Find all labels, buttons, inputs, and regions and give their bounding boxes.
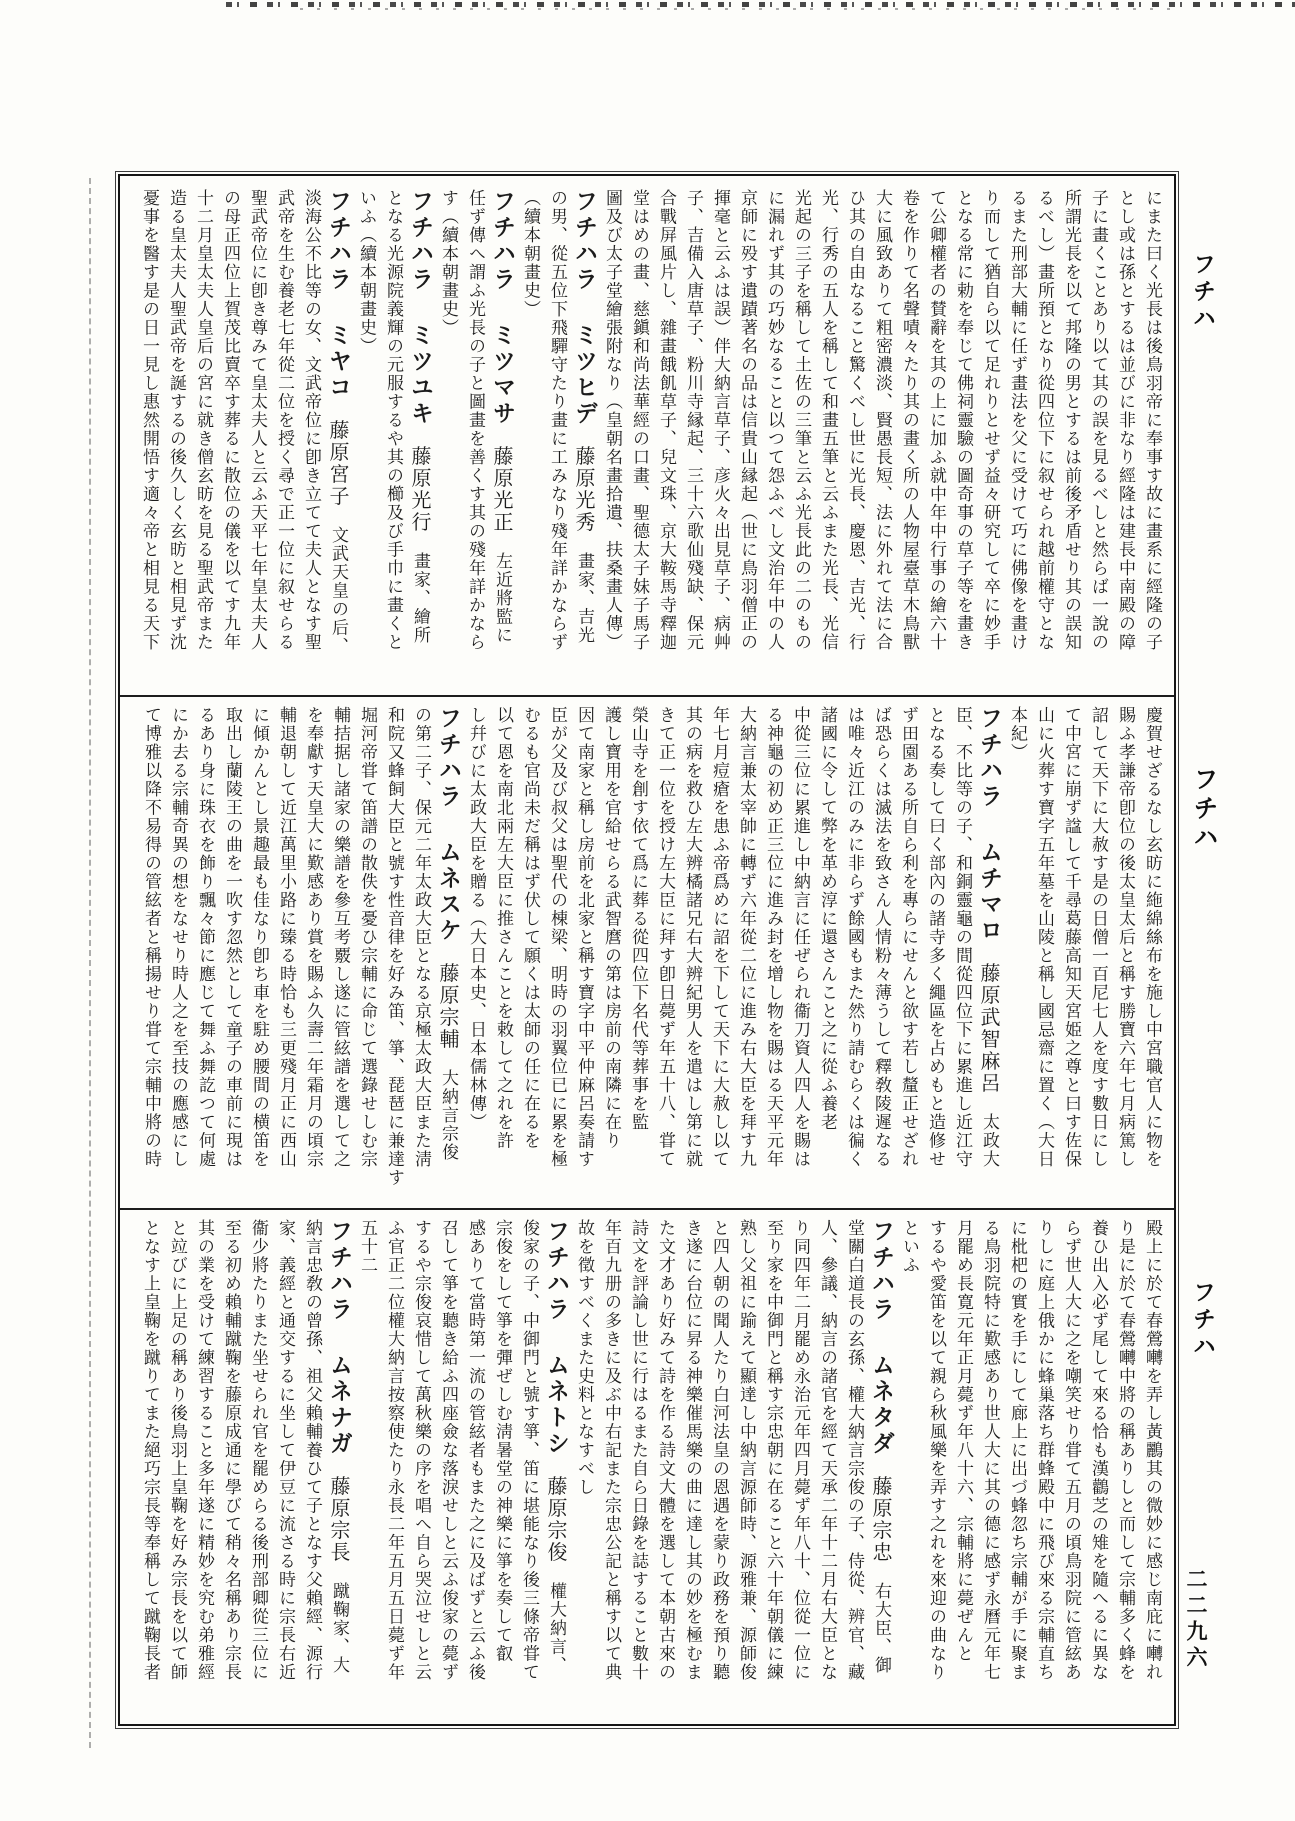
text-column: ず田園ある所自ら利を專らにせんと欲す若し釐正せざれ [898, 706, 918, 1169]
text-column: 十二月皇太夫人皇后の宮に就き僧玄昉を見る聖武帝また [193, 189, 213, 652]
text-column: る神龜の初め正三位に進み封を增し物を賜はる天平元年 [763, 706, 783, 1169]
text-column: 卷を作りて名聲嘖々たり其の畫く所の人物屋臺草木鳥獸 [899, 189, 919, 652]
entry-header [867, 1219, 895, 1719]
entry-header [325, 1219, 353, 1719]
entry-kanji-name: 藤原宗長 [327, 1475, 351, 1564]
text-column: 輔拮据し諸家の樂譜を參互考覈し遂に管絃譜を選して之 [330, 706, 350, 1169]
text-column: 圖及び太子堂繪張附なり（皇朝名畫拾遺、扶桑畫人傳） [602, 189, 622, 652]
text-column: いふ（續本朝畫史） [356, 189, 376, 356]
text-column: り是に於て春鶯囀中將の稱ありしと而して宗輔多く蜂を [1115, 1219, 1135, 1682]
text-column: 年七月痘瘡を患ふ帝爲めに詔を下して天下に大赦し以て [709, 706, 729, 1169]
text-column: となる光源院義輝の元服するや其の櫛及び手巾に畫くと [383, 189, 403, 652]
text-column: 家、義經と通交するに坐して伊豆に流さる時に宗長右近 [275, 1219, 295, 1682]
text-column: 五十二 [357, 1219, 377, 1275]
text-column: 所謂光長を以て邦隆の男とするは前後矛盾せり其の誤知 [1061, 189, 1081, 652]
entry-kana: フチハラ ムネナガ [326, 1219, 353, 1457]
entry-note: 蹴鞠家、大 [329, 1582, 349, 1675]
text-column: 憂事を醫す是の日一見し惠然開悟す適々帝と相見る天下 [139, 189, 159, 652]
text-column: 殿上に於て春鶯囀を弄し黃鸝其の微妙に感じ南庇に囀れ [1142, 1219, 1162, 1682]
text-column: にか去る宗輔奇異の想をなせり時人之を至技の應感にし [168, 706, 188, 1169]
text-column: の男、從五位下飛驒守たり畫に工みなり殘年詳かならず [547, 189, 567, 652]
text-column: りしに庭上俄かに蜂巢落ち群蜂殿中に飛び來る宗輔直ち [1034, 1219, 1054, 1682]
text-column: 月罷め長寛元年正月薨ず年八十六、宗輔將に薨ぜんと [953, 1219, 973, 1663]
text-column: 堂關白道長の玄孫、權大納言宗俊の子、侍從、辨官、藏 [844, 1219, 864, 1682]
text-column: す（續本朝畫史） [438, 189, 458, 337]
text-column: きて正一位を授け左大臣に拜す卽日薨ず年五十八、甞て [655, 706, 675, 1169]
text-column: 臣が父及び叔父は聖代の棟梁、明時の羽翼位已に累を極 [547, 706, 567, 1169]
text-column: らず世人大に之を嘲笑せり甞て五月の頃鳥羽院に管絃あ [1061, 1219, 1081, 1682]
entry-header [324, 189, 352, 687]
text-column: 賜ふ孝謙帝卽位の後太皇太后と稱す勝寶六年七月病篤し [1115, 706, 1135, 1169]
text-column: 京師に殁す遺蹟著名の品は信貴山縁起（世に鳥羽僧正の [737, 189, 757, 652]
text-column: 詔して天下に大赦す是の日僧一百尼七人を度す數日にし [1088, 706, 1108, 1169]
text-column: て博雅以降不易得の管絃者と稱揚せり甞て宗輔中將の時 [141, 706, 161, 1169]
entry-kana: フチハラ ムネタダ [868, 1219, 895, 1457]
text-column: の母正四位上賀茂比賣卒す葬るに散位の儀を以てす九年 [220, 189, 240, 652]
entry-kanji-name: 藤原光正 [490, 445, 514, 534]
text-column: 養ひ出入必ず尾して來る恰も漢鸛芝の雉を隨へるに異な [1088, 1219, 1108, 1682]
entry-note: 畫家、繪所 [410, 552, 430, 645]
entry-note: 左近將監に [492, 552, 512, 645]
text-column: 輔退朝して近江萬里小路に臻る時恰も三更殘月正に西山 [276, 706, 296, 1169]
entry-kana: フチハラ ミツユキ [407, 189, 434, 427]
text-column: 至る初め賴輔蹴鞠を藤原成通に學びて稍々名稱あり宗長 [221, 1219, 241, 1682]
edge-tab-fuchiha-2: フチハ [1190, 766, 1219, 853]
band-1 [134, 189, 1165, 687]
text-column: 本紀） [1007, 706, 1027, 762]
text-column: 取出し蘭陵王の曲を一吹す忽然として童子の車前に現は [222, 706, 242, 1169]
text-column: 其の業を受けて練習すること多年遂に精妙を究む弟雅經 [194, 1219, 214, 1682]
entry-kana: フチハラ ミツマサ [489, 189, 516, 427]
entry-kana: フチハラ ミツヒデ [571, 189, 598, 427]
edge-tab-fuchiha-3: フチハ [1189, 1280, 1216, 1361]
text-column: 合戰屏風片し、雜畫餓飢草子、兒文珠、京大鞍馬寺釋迦 [656, 189, 676, 652]
text-column: 堀河帝甞て笛譜の散佚を憂ひ宗輔に命じて選錄せしむ宗 [357, 706, 377, 1169]
text-column: た文才あり好みて詩を作る詩文大體を選して本朝古來の [655, 1219, 675, 1682]
entry-header [406, 189, 434, 687]
entry-header [975, 706, 1003, 1200]
text-column: 聖武帝位に卽き尊みて皇太夫人と云ふ天平七年皇太夫人 [247, 189, 267, 652]
edge-tab-fuchiha-1: フチハ [1189, 252, 1216, 333]
text-column: 子に畫くことあり以て其の誤を見るべしと然らば一說の [1088, 189, 1108, 652]
entry-header [488, 189, 516, 687]
scan-noise-strip [226, 2, 1295, 7]
page-number: 二二九六 [1184, 1568, 1209, 1672]
text-column: り而して猶自ら以て足れりとせず益々研究して卒に妙手 [980, 189, 1000, 652]
text-column: 衞少將たりまた坐せられ官を罷めらる後刑部卿從三位に [248, 1219, 268, 1682]
text-column: 詩文を評論し世に行はるまた自ら日錄を誌すること數十 [628, 1219, 648, 1682]
text-column: 故を徵すべくまた史料となすべし [574, 1219, 594, 1497]
text-column: とし或は孫とするは並びに非なり經隆は建長中南殿の障 [1115, 189, 1135, 652]
entry-kanji-name: 藤原宗忠 [869, 1475, 893, 1564]
text-column: 大納言兼太宰帥に轉ず六年從二位に進み右大臣を拜す九 [736, 706, 756, 1169]
entry-note: 右大臣、御 [871, 1582, 891, 1675]
page-frame [118, 174, 1176, 1726]
entry-note: 畫家、吉光 [574, 552, 594, 645]
text-column: 武帝を生む養老七年從二位を授く尋で正一位に叙せらる [274, 189, 294, 652]
band-divider-1 [120, 695, 1174, 697]
text-column: の第二子、保元二年太政大臣となる京極太政大臣また淸 [411, 706, 431, 1169]
band-divider-2 [120, 1208, 1174, 1210]
text-column: 俊家の子、中御門と號す箏、笛に堪能なり後三條帝甞て [519, 1219, 539, 1682]
entry-header [434, 706, 462, 1200]
entry-kanji-name: 藤原光秀 [572, 445, 596, 534]
text-column: 護し寶用を官給せらる武智麿の第は房前の南隣に在り [601, 706, 621, 1150]
text-column: 納言忠敎の曾孫、祖父賴輔養ひて子となす父賴經、源行 [302, 1219, 322, 1682]
text-column: （續本朝畫史） [520, 189, 540, 319]
text-column: となる奏して曰く部內の諸寺多く繩區を占めもと造修せ [925, 706, 945, 1169]
text-column: 慶賀せざるなし玄昉に絁綿絲布を施し中宮職官人に物を [1142, 706, 1162, 1169]
band-2 [134, 706, 1165, 1200]
text-column: 其の病を救ひ左大辨橘諸兄右大辨紀男人を遣はし第に就 [682, 706, 702, 1169]
text-column: 至り家を中御門と稱す宗忠朝に在ること六十年朝儀に練 [763, 1219, 783, 1682]
band-3 [134, 1219, 1165, 1719]
scan-noise-strip-2 [300, 8, 1175, 10]
text-column: るまた刑部大輔に任ず畫法を父に受けて巧に佛像を畫け [1007, 189, 1027, 652]
text-column: るあり身に珠衣を飾り飄々節に應じて舞ふ舞訖つて何處 [195, 706, 215, 1169]
text-column: 中從三位に累進し中納言に任ぜられ衞刀資人四人を賜は [790, 706, 810, 1169]
entry-kana: フチハラ ムネスケ [435, 706, 462, 944]
text-column: を奉獻す天皇大に歎感あり賞を賜ふ久壽二年霜月の頃宗 [303, 706, 323, 1169]
text-column: 召して箏を聽き給ふ四座僉な落淚せしと云ふ俊家の薨ず [438, 1219, 458, 1682]
entry-kana: フチハラ ムチマロ [976, 706, 1003, 944]
text-column: 感ありて當時第一流の管絃者もまた之に及ばずと云ふ後 [465, 1219, 485, 1682]
text-column: 因て南家と稱し房前を北家と稱す寶字中平仲麻呂奏請す [574, 706, 594, 1169]
text-column: 諸國に令して弊を革め淳に還さんこと之に從ふ養老 [817, 706, 837, 1132]
entry-kanji-name: 藤原武智麻呂 [977, 962, 1001, 1095]
entry-kanji-name: 藤原宮子 [326, 419, 350, 508]
text-column: 臣、不比等の子、和銅靈龜の間從四位下に累進し近江守 [952, 706, 972, 1169]
text-column: ふ官正二位權大納言按察使たり永長二年五月五日薨ず年 [384, 1219, 404, 1682]
text-column: 和院又蜂飼大臣と號す性音律を好み笛、箏、琵琶に兼達す [384, 706, 404, 1187]
text-column: るべし）畫所預となり從四位下に叙せられ越前權守とな [1034, 189, 1054, 652]
text-column: ひ其の自由なること驚くべし世に光長、慶恩、吉光、行 [845, 189, 865, 652]
text-column: 堂はめの畫、慈鎭和尚法華經の口畫、聖德太子妹子馬子 [629, 189, 649, 652]
text-column: 造る皇太夫人聖武帝を誕するの後久しく玄昉と相見ず沈 [166, 189, 186, 652]
text-column: となす上皇鞠を蹴りてまた絕巧宗長等奉稱して蹴鞠長者 [140, 1219, 160, 1682]
entry-kana: フチハラ ムネトシ [543, 1219, 570, 1457]
text-column: にまた曰く光長は後鳥羽帝に奉事す故に畫系に經隆の子 [1142, 189, 1162, 652]
page-edge-line [89, 178, 91, 1748]
text-column: 山に火葬す寶字五年墓を山陵と稱し國忌齋に置く（大日 [1034, 706, 1054, 1169]
text-column: するや宗俊哀惜して萬秋樂の序を唱へ自ら哭泣せしと云 [411, 1219, 431, 1682]
text-column: 榮山寺を創す依て爲に葬る從四位下名代等葬事を監 [628, 706, 648, 1132]
entry-note: 權大納言、 [546, 1582, 566, 1675]
text-column: 宗俊をして箏を彈ぜしむ淸暑堂の神樂に箏を奏して叡 [492, 1219, 512, 1663]
text-column: と竝びに上足の稱あり後鳥羽上皇鞠を好み宗長を以て師 [167, 1219, 187, 1682]
entry-kanji-name: 藤原光行 [408, 445, 432, 534]
text-column: は唯々近江のみに非らず餘國もまた然り請むらくは徧く [844, 706, 864, 1169]
entry-kanji-name: 藤原宗輔 [436, 962, 460, 1051]
entry-note: 太政大 [979, 1113, 999, 1169]
text-column: り同四年二月罷め永治元年四月薨ず年八十、位從一位に [790, 1219, 810, 1682]
text-column: 子、吉備入唐草子、粉川寺縁起、三十六歌仙殘缺、保元 [683, 189, 703, 652]
text-column: 大に風致ありて粗密濃淡、賢愚長短、法に外れて法に合 [872, 189, 892, 652]
text-column: 光、行秀の五人を稱して和畫五筆と云ふまた光長、光信 [818, 189, 838, 652]
text-column: 揮毫と云ふは誤）伴大納言草子、彦火々出見草子、病艸 [710, 189, 730, 652]
text-column: 熟し父祖に踰えて顯達し中納言源師時、源雅兼、源師俊 [736, 1219, 756, 1682]
entry-header [570, 189, 598, 687]
text-column: 人、參議、納言の諸官を經て天承二年十二月右大臣とな [817, 1219, 837, 1682]
text-column: て中宮に崩ず諡して千尋葛藤高知天宮姫之尊と曰す佐保 [1061, 706, 1081, 1169]
text-column: 任ず傳へ謂ふ光長の子と圖畫を善くす其の殘年詳かなら [465, 189, 485, 652]
text-column: となる常に勅を奉じて佛祠靈驗の圖奇事の草子等を畫き [953, 189, 973, 652]
text-column: ば恐らくは滅法を致さん人情粉々薄うして釋敎陵遲なる [871, 706, 891, 1169]
entry-note: 大納言宗俊 [438, 1069, 458, 1162]
text-column: 年百九册の多きに及ぶ中右記また宗忠公記と稱す以て典 [601, 1219, 621, 1682]
text-column: て公卿權者の賛辭を其の上に加ふ就中年中行事の繪六十 [926, 189, 946, 652]
text-column: に漏れず其の巧妙なること以つて怨ふべし文治年中の人 [764, 189, 784, 652]
text-column: と四人朝の聞人たり白河法皇の恩遇を蒙り政務を預り聽 [709, 1219, 729, 1682]
text-column: むるも官尚未だ稱はず伏して願くは太師の任に在るを [520, 706, 540, 1150]
text-column: するや愛笛を以て親ら秋風樂を弄す之れを來迎の曲なり [926, 1219, 946, 1682]
entry-kana: フチハラ ミヤコ [325, 189, 352, 401]
entry-kanji-name: 藤原宗俊 [544, 1475, 568, 1564]
text-column: 以て恩を南北兩左大臣に推さんことを敕して之れを許 [493, 706, 513, 1150]
text-column: る鳥羽院特に歎感あり世人大に其の德に感ず永曆元年七 [980, 1219, 1000, 1682]
text-column: に枇杷の實を手にして廊上に出づ蜂忽ち宗輔が手に聚ま [1007, 1219, 1027, 1682]
text-column: し幷びに太政大臣を贈る（大日本史、日本儒林傳） [466, 706, 486, 1132]
text-column: 光起の三子を稱して土佐の三筆と云ふ光長此の二のもの [791, 189, 811, 652]
text-column: に傾かんとし景趣最も佳なり卽ち車を駐め腰間の横笛を [249, 706, 269, 1169]
entry-header [542, 1219, 570, 1719]
entry-note: 文武天皇の后、 [328, 526, 348, 656]
text-column: き遂に台位に昇る神樂催馬樂の曲に達し其の妙を極むま [682, 1219, 702, 1682]
text-column: 淡海公不比等の女、文武帝位に卽き立てて夫人となす聖 [301, 189, 321, 652]
text-column: といふ [899, 1219, 919, 1275]
